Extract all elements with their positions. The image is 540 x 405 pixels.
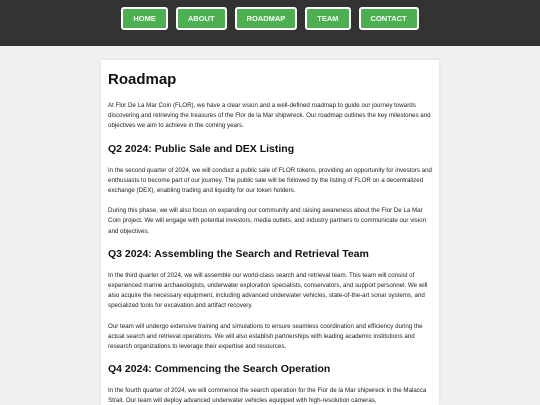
- nav-team-button[interactable]: TEAM: [305, 7, 350, 30]
- nav-roadmap-button[interactable]: ROADMAP: [235, 7, 298, 30]
- page-title: Roadmap: [108, 71, 177, 88]
- main-nav: [121, 7, 418, 30]
- section-q3-heading: Q3 2024: Assembling the Search and Retrieval Team: [108, 247, 369, 260]
- section-q4-paragraph-1: In the fourth quarter of 2024, we will commence the search operation for the Flor de la Mar shipwreck in the Malacca Strait. Our team will deploy advanced underwater vehicles equipped with high-resolution cameras,: [108, 387, 427, 405]
- section-q3-paragraph-1: In the third quarter of 2024, we will assemble our world-class search and retrieval team. This team will consist of experienced marine archaeologists, underwater exploration specialists, conservators, and support personnel. We will also acquire the necessary equipment, including advanced underwater vehicles, state-of-the-art sonar systems, and specialized tools for excavation and artifact recovery.: [108, 271, 428, 310]
- roadmap-content: [101, 60, 439, 405]
- section-q2-paragraph-2: During this phase, we will also focus on expanding our community and raising awareness about the Flor De La Mar Coin project. We will engage with potential investors, media outlets, and industry partners to communicate our vision and objectives.: [108, 207, 427, 235]
- nav-home-button[interactable]: HOME: [121, 7, 168, 30]
- section-q2-paragraph-1: In the second quarter of 2024, we will conduct a public sale of FLOR tokens, providing an opportunity for investors and enthusiasts to become part of our journey. The public sale will be followed by the listing of FLOR on a decentralized exchange (DEX), enabling trading and liquidity for our token holders.: [108, 166, 432, 195]
- section-q3-paragraph-2: Our team will undergo extensive training and simulations to ensure seamless coordination and efficiency during the actual search and retrieval operations. We will also establish partnerships with leading academic institutions and research organizations to leverage their expertise and resources.: [108, 322, 423, 351]
- nav-contact-button[interactable]: CONTACT: [359, 7, 419, 30]
- site-header: [0, 0, 540, 46]
- nav-about-button[interactable]: ABOUT: [176, 7, 227, 30]
- intro-paragraph: At Flor De La Mar Coin (FLOR), we have a clear vision and a well-defined roadmap to guide our journey towards discovering and retrieving the treasures of the Flor de la Mar shipwreck. Our roadmap outlines the key milestones and objectives we aim to achieve in the coming years.: [108, 102, 431, 130]
- section-q2-heading: Q2 2024: Public Sale and DEX Listing: [108, 142, 295, 155]
- section-q4-heading: Q4 2024: Commencing the Search Operation: [108, 363, 331, 376]
